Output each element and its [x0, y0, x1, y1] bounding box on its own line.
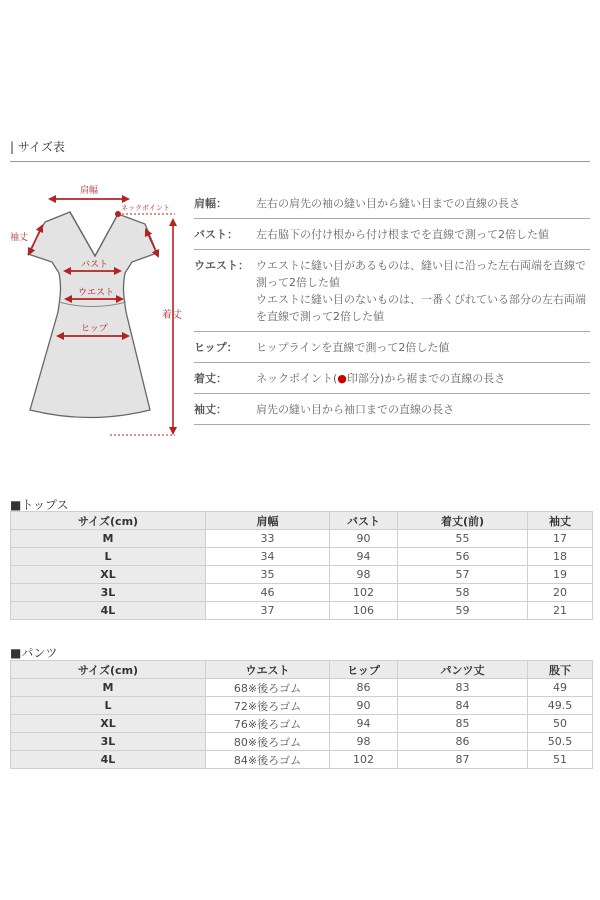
table-row: [11, 548, 593, 566]
value-cell: 86: [330, 679, 398, 697]
definition-text: 測って2倍した値: [256, 276, 340, 289]
value-cell: 49.5: [528, 697, 593, 715]
value-cell: 37: [206, 602, 330, 620]
size-cell: 4L: [11, 751, 206, 769]
shoulder-label: 肩幅: [80, 186, 99, 196]
table-row: [11, 697, 593, 715]
column-header: バスト: [330, 512, 398, 530]
value-cell: 84※後ろゴム: [206, 751, 330, 769]
size-cell: XL: [11, 566, 206, 584]
value-cell: 57: [398, 566, 528, 584]
sleeve-label: 袖丈: [10, 233, 29, 243]
measurement-definitions: [194, 190, 590, 425]
table-header-row: [11, 661, 593, 679]
table-row: [11, 566, 593, 584]
value-cell: 19: [528, 566, 593, 584]
definition-text: ヒップラインを直線で測って2倍した値: [256, 341, 450, 354]
value-cell: 87: [398, 751, 528, 769]
size-cell: XL: [11, 715, 206, 733]
bust-label: バスト: [81, 260, 109, 270]
size-cell: L: [11, 548, 206, 566]
value-cell: 33: [206, 530, 330, 548]
value-cell: 90: [330, 530, 398, 548]
definition-term: バスト：: [194, 228, 238, 241]
value-cell: 21: [528, 602, 593, 620]
size-cell: L: [11, 697, 206, 715]
column-header: ウエスト: [206, 661, 330, 679]
definition-text: ウエストに縫い目があるものは、縫い目に沿った左右両端を直線で: [256, 259, 586, 272]
column-header: サイズ(cm): [11, 661, 206, 679]
value-cell: 58: [398, 584, 528, 602]
definition-term: 袖丈：: [194, 403, 227, 416]
definition-sleeve: [194, 394, 590, 425]
definition-text: を直線で測って2倍した値: [256, 310, 384, 323]
value-cell: 80※後ろゴム: [206, 733, 330, 751]
value-cell: 46: [206, 584, 330, 602]
definition-shoulder: [194, 190, 590, 219]
definition-term: ウエスト：: [194, 259, 249, 272]
value-cell: 98: [330, 733, 398, 751]
value-cell: 17: [528, 530, 593, 548]
value-cell: 94: [330, 715, 398, 733]
definition-text: 左右脇下の付け根から付け根までを直線で測って2倍した値: [256, 228, 549, 241]
value-cell: 50.5: [528, 733, 593, 751]
table-row: [11, 679, 593, 697]
value-cell: 90: [330, 697, 398, 715]
tops-size-table: [10, 511, 593, 620]
title-divider: [10, 161, 590, 162]
column-header: パンツ丈: [398, 661, 528, 679]
value-cell: 86: [398, 733, 528, 751]
length-label: 着丈: [162, 310, 182, 321]
pants-table-label: ■パンツ: [10, 646, 58, 660]
size-cell: M: [11, 530, 206, 548]
table-row: [11, 584, 593, 602]
value-cell: 72※後ろゴム: [206, 697, 330, 715]
pants-size-table: [10, 660, 593, 769]
value-cell: 106: [330, 602, 398, 620]
value-cell: 94: [330, 548, 398, 566]
size-cell: 3L: [11, 584, 206, 602]
value-cell: 98: [330, 566, 398, 584]
definition-text: ウエストに縫い目のないものは、一番くびれている部分の左右両端: [256, 293, 586, 306]
value-cell: 84: [398, 697, 528, 715]
column-header: ヒップ: [330, 661, 398, 679]
definition-length: [194, 363, 590, 394]
table-row: [11, 715, 593, 733]
value-cell: 68※後ろゴム: [206, 679, 330, 697]
garment-measurement-diagram: [0, 178, 195, 450]
definition-hip: [194, 332, 590, 363]
definition-waist: [194, 250, 590, 332]
definition-text: 印部分)から裾までの直線の長さ: [346, 372, 506, 385]
definition-bust: [194, 219, 590, 250]
value-cell: 83: [398, 679, 528, 697]
value-cell: 56: [398, 548, 528, 566]
svg-text:ネックポイント: ネックポイント: [121, 204, 170, 212]
definition-text: 左右の肩先の袖の縫い目から縫い目までの直線の長さ: [256, 197, 520, 210]
value-cell: 51: [528, 751, 593, 769]
value-cell: 59: [398, 602, 528, 620]
page-title: | サイズ表: [10, 140, 65, 154]
table-row: [11, 530, 593, 548]
definition-term: 着丈：: [194, 372, 227, 385]
dress-illustration: [0, 178, 195, 450]
size-cell: 4L: [11, 602, 206, 620]
definition-term: ヒップ：: [194, 341, 238, 354]
column-header: 股下: [528, 661, 593, 679]
definition-term: 肩幅：: [194, 197, 227, 210]
value-cell: 102: [330, 751, 398, 769]
value-cell: 55: [398, 530, 528, 548]
column-header: 袖丈: [528, 512, 593, 530]
table-row: [11, 751, 593, 769]
definition-text: ネックポイント(: [256, 372, 338, 385]
value-cell: 102: [330, 584, 398, 602]
size-cell: M: [11, 679, 206, 697]
table-header-row: [11, 512, 593, 530]
table-row: [11, 602, 593, 620]
column-header: 着丈(前): [398, 512, 528, 530]
size-cell: 3L: [11, 733, 206, 751]
waist-label: ウエスト: [78, 288, 115, 298]
value-cell: 76※後ろゴム: [206, 715, 330, 733]
value-cell: 18: [528, 548, 593, 566]
red-dot-icon: ●: [337, 372, 347, 385]
value-cell: 49: [528, 679, 593, 697]
value-cell: 34: [206, 548, 330, 566]
value-cell: 50: [528, 715, 593, 733]
column-header: 肩幅: [206, 512, 330, 530]
hip-label: ヒップ: [81, 324, 108, 334]
value-cell: 20: [528, 584, 593, 602]
value-cell: 85: [398, 715, 528, 733]
table-row: [11, 733, 593, 751]
definition-text: 肩先の縫い目から袖口までの直線の長さ: [256, 403, 454, 416]
column-header: サイズ(cm): [11, 512, 206, 530]
tops-table-label: ■トップス: [10, 498, 69, 512]
value-cell: 35: [206, 566, 330, 584]
